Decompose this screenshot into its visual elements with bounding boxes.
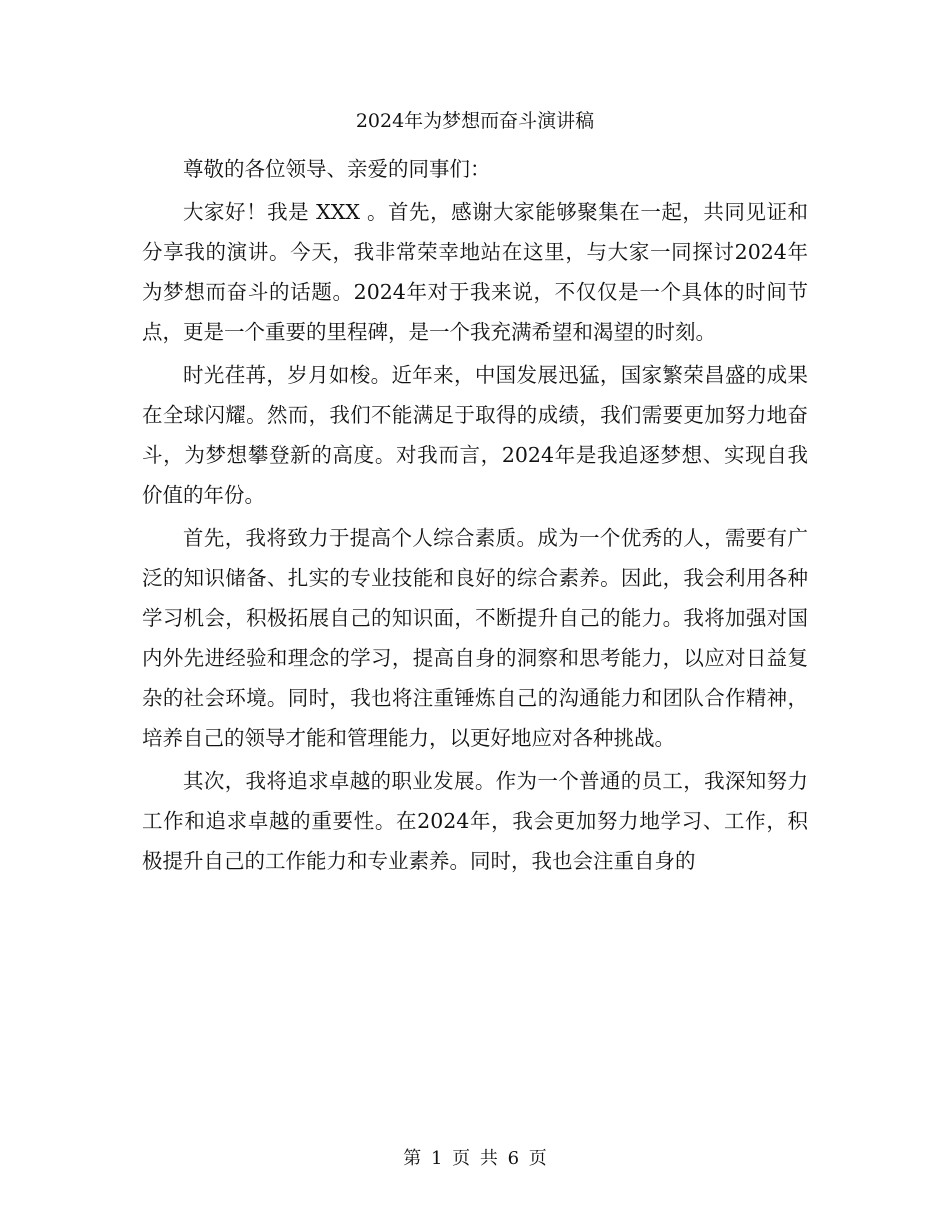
body-paragraph: 首先，我将致力于提高个人综合素质。成为一个优秀的人，需要有广泛的知识储备、扎实的专业技能和良好的综合素养。因此，我会利用各种学习机会，积极拓展自己的知识面，不断提升自己的能力。我将加强对国内外先进经验和理念的学习，提高自身的洞察和思考能力，以应对日益复杂的社会环境。同时，我也将注重锤炼自己的沟通能力和团队合作精神，培养自己的领导才能和管理能力，以更好地应对各种挑战。 bbox=[142, 526, 808, 750]
body-paragraph: 时光荏苒，岁月如梭。近年来，中国发展迅猛，国家繁荣昌盛的成果在全球闪耀。然而，我们不能满足于取得的成绩，我们需要更加努力地奋斗，为梦想攀登新的高度。对我而言，2024年是我追逐梦想、实现自我价值的年份。 bbox=[142, 363, 808, 507]
document-body bbox=[142, 149, 808, 881]
salutation-paragraph: 尊敬的各位领导、亲爱的同事们： bbox=[183, 157, 491, 181]
document-title: 2024年为梦想而奋斗演讲稿 bbox=[355, 110, 595, 132]
body-paragraph: 大家好！我是 XXX 。首先，感谢大家能够聚集在一起，共同见证和分享我的演讲。今天，我非常荣幸地站在这里，与大家一同探讨2024年为梦想而奋斗的话题。2024年对于我来说，不仅仅是一个具体的时间节点，更是一个重要的里程碑，是一个我充满希望和渴望的时刻。 bbox=[142, 200, 808, 344]
page-number-footer: 第 1 页 共 6 页 bbox=[403, 1148, 547, 1169]
body-paragraph: 其次，我将追求卓越的职业发展。作为一个普通的员工，我深知努力工作和追求卓越的重要性。在2024年，我会更加努力地学习、工作，积极提升自己的工作能力和专业素养。同时，我也会注重自身的 bbox=[142, 769, 808, 873]
